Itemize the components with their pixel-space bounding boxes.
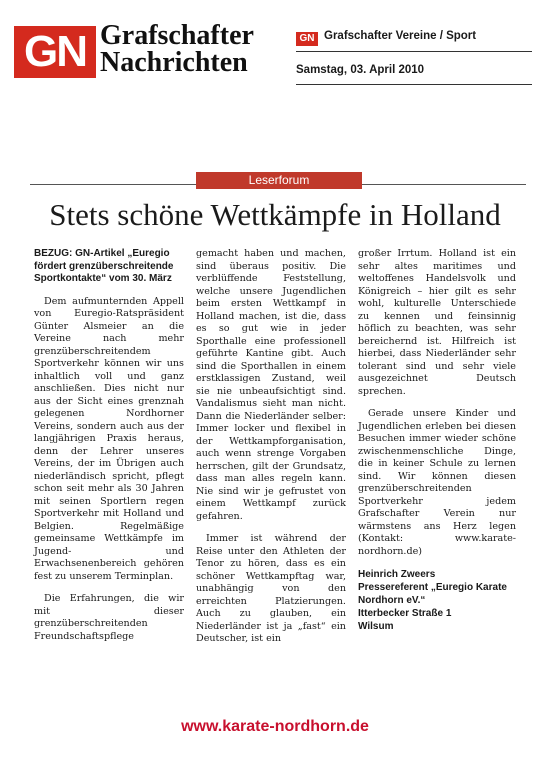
article-headline: Stets schöne Wettkämpfe in Holland [49, 197, 501, 232]
newspaper-name-line1: Grafschafter [100, 20, 254, 51]
newspaper-name [100, 22, 280, 76]
paragraph: Gerade unsere Kinder und Jugendlichen erleben bei diesen Besuchen immer wieder schöne zwischenmenschliche Dinge, die in keiner Schule zu lernen sind. Wir können diesen grenzüberschreitenden Sportverkehr jedem Grafschafter Verein nur wärmstens ans Herz legen (Kontakt: www.karate-nordhorn.de) [358, 408, 516, 557]
author-name: Heinrich Zweers [358, 569, 436, 580]
author-role: Pressereferent „Euregio Karate Nordhorn eV.“ [358, 582, 507, 606]
newspaper-name-line2: Nachrichten [100, 47, 248, 78]
article-column-1 [34, 248, 184, 653]
website-link[interactable]: www.karate-nordhorn.de [181, 718, 369, 735]
article-column-2 [196, 248, 346, 656]
paragraph: gemacht haben und machen, sind überaus positiv. Die verblüffende Feststellung, welche unsere Jugendlichen beim ersten Wettkampf in Holland machen, ist die, dass es so gut wie in jeder Sporthalle eine professionell geführte Kantine gibt. Auch sind die Sporthallen in einem erstklassigen Zustand, weil sie nie unbeaufsichtigt sind. Vandalismus sieht man nicht. Dann die Niederländer selber: Immer locker und flexibel in der Wettkampforganisation, auch wenn strenge Vorgaben herrschen, gilt der Grundsatz, dass man alles regeln kann. Nie sind wir je gefrustet von einem Wettkampf zurück gefahren. [196, 248, 346, 522]
section-label: Grafschafter Vereine / Sport [324, 30, 477, 42]
author-signature [358, 568, 516, 633]
author-city: Wilsum [358, 621, 394, 632]
section-mini-logo: GN [296, 32, 318, 46]
reference-line: BEZUG: GN-Artikel „Euregio fördert grenzüberschreitende Sportkontakte“ vom 30. März [34, 248, 174, 284]
paragraph: Dem aufmunternden Appell von Euregio-Ratspräsident Günter Alsmeier an die Vereine nach mehr grenzüberschreitendem Sportverkehr können wir uns inhaltlich voll und ganz anschließen. Dies nicht nur aus der Sicht eines grenznah gelegenen Nordhorner Vereins, sondern auch aus der langjährigen Praxis heraus, denn der Lehrer unseres Vereins, der im Übrigen auch niederländisch spricht, pflegt schon seit mehr als 30 Jahren mit seinen Sportlern regen Sportverkehr mit Holland und Belgien. Regelmäßige gemeinsame Wettkämpfe im Jugend- und Erwachsenenbereich gehören fest zu unserem Terminplan. [34, 295, 184, 582]
article-column-3 [358, 248, 516, 633]
paragraph: Immer ist während der Reise unter den Athleten der Tenor zu hören, dass es ein schöner Wettkampftag war, unabhängig von den erreichten Platzierungen. Auch zu glauben, ein Niederländer ist ja „fast“ ein Deutscher, ist ein [196, 533, 346, 644]
kicker-label: Leserforum [196, 172, 362, 189]
author-street: Itterbecker Straße 1 [358, 608, 452, 619]
header-divider [296, 84, 532, 85]
header-divider [296, 51, 532, 52]
paragraph: Die Erfahrungen, die wir mit dieser grenzüberschreitenden Freundschaftspflege [34, 593, 184, 642]
publication-date: Samstag, 03. April 2010 [296, 64, 425, 76]
newspaper-logo: GN [14, 26, 96, 78]
paragraph: großer Irrtum. Holland ist ein sehr altes maritimes und weltoffenes Handelsvolk und Königreich – hier gilt es sehr wohl, kulturelle Unterschiede zu kennen und feinsinnig höflich zu beachten, was sehr bereichernd ist. Hilfreich ist hierbei, dass Niederländer sehr tolerant sind und sehr viele ausgezeichnet Deutsch sprechen. [358, 248, 516, 397]
